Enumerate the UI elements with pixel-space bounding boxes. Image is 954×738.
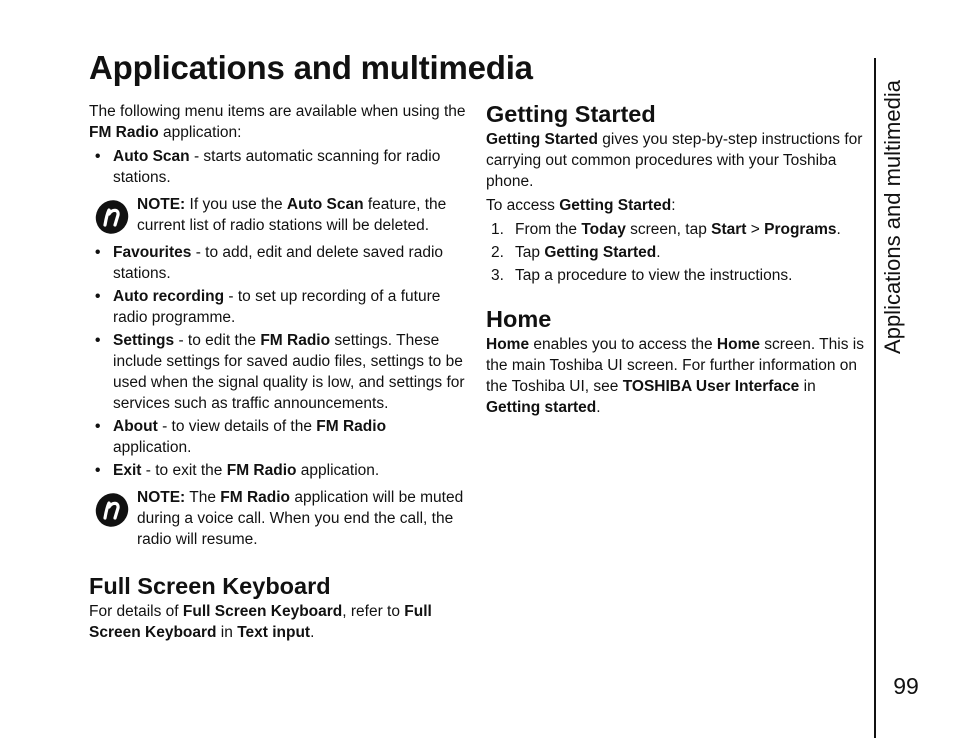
list-item: 1. From the Today screen, tap Start > Programs.: [491, 221, 841, 238]
list-item: 3. Tap a procedure to view the instructions.: [491, 267, 793, 284]
section-heading-full-screen-keyboard: Full Screen Keyboard: [89, 573, 331, 599]
list-item: • About - to view details of the FM Radio application.: [89, 416, 467, 458]
list-item: • Settings - to edit the FM Radio settings. These include settings for saved audio files, settings to be used when the signal quality is low, and settings for services such as traffic announcements.: [89, 330, 467, 414]
getting-started-steps: [486, 219, 866, 286]
full-screen-keyboard-text: For details of Full Screen Keyboard, refer to Full Screen Keyboard in Text input.: [89, 603, 432, 641]
section-heading-getting-started: Getting Started: [486, 101, 656, 127]
list-item: • Auto Scan - starts automatic scanning for radio stations.: [89, 146, 467, 188]
fm-radio-menu-list: [89, 146, 467, 188]
right-column: [486, 99, 866, 421]
section-heading-home: Home: [486, 306, 552, 332]
left-column: [89, 101, 467, 646]
fm-radio-menu-list-continued: [89, 242, 467, 481]
section-tab: [873, 58, 913, 376]
section-tab-label: Applications and multimedia: [880, 80, 905, 354]
list-item: • Auto recording - to set up recording of a future radio programme.: [89, 286, 467, 328]
list-item: 2. Tap Getting Started.: [491, 244, 661, 261]
note-icon: [94, 199, 130, 235]
note-auto-scan: NOTE: If you use the Auto Scan feature, the current list of radio stations will be deleted.: [89, 194, 467, 236]
home-text: Home enables you to access the Home screen. This is the main Toshiba UI screen. For further information on the Toshiba UI, see TOSHIBA User Interface in Getting started.: [486, 336, 864, 416]
page-title: Applications and multimedia: [89, 49, 533, 86]
fm-radio-intro: The following menu items are available when using the FM Radio application:: [89, 103, 466, 141]
getting-started-intro: Getting Started gives you step-by-step instructions for carrying out common procedures with your Toshiba phone.: [486, 131, 863, 190]
list-item: • Exit - to exit the FM Radio application.: [89, 460, 467, 481]
getting-started-access: To access Getting Started:: [486, 197, 676, 214]
list-item: • Favourites - to add, edit and delete saved radio stations.: [89, 242, 467, 284]
note-voice-call: NOTE: The FM Radio application will be muted during a voice call. When you end the call, the radio will resume.: [89, 487, 467, 550]
page-number: 99: [893, 673, 919, 699]
note-icon: [94, 492, 130, 528]
